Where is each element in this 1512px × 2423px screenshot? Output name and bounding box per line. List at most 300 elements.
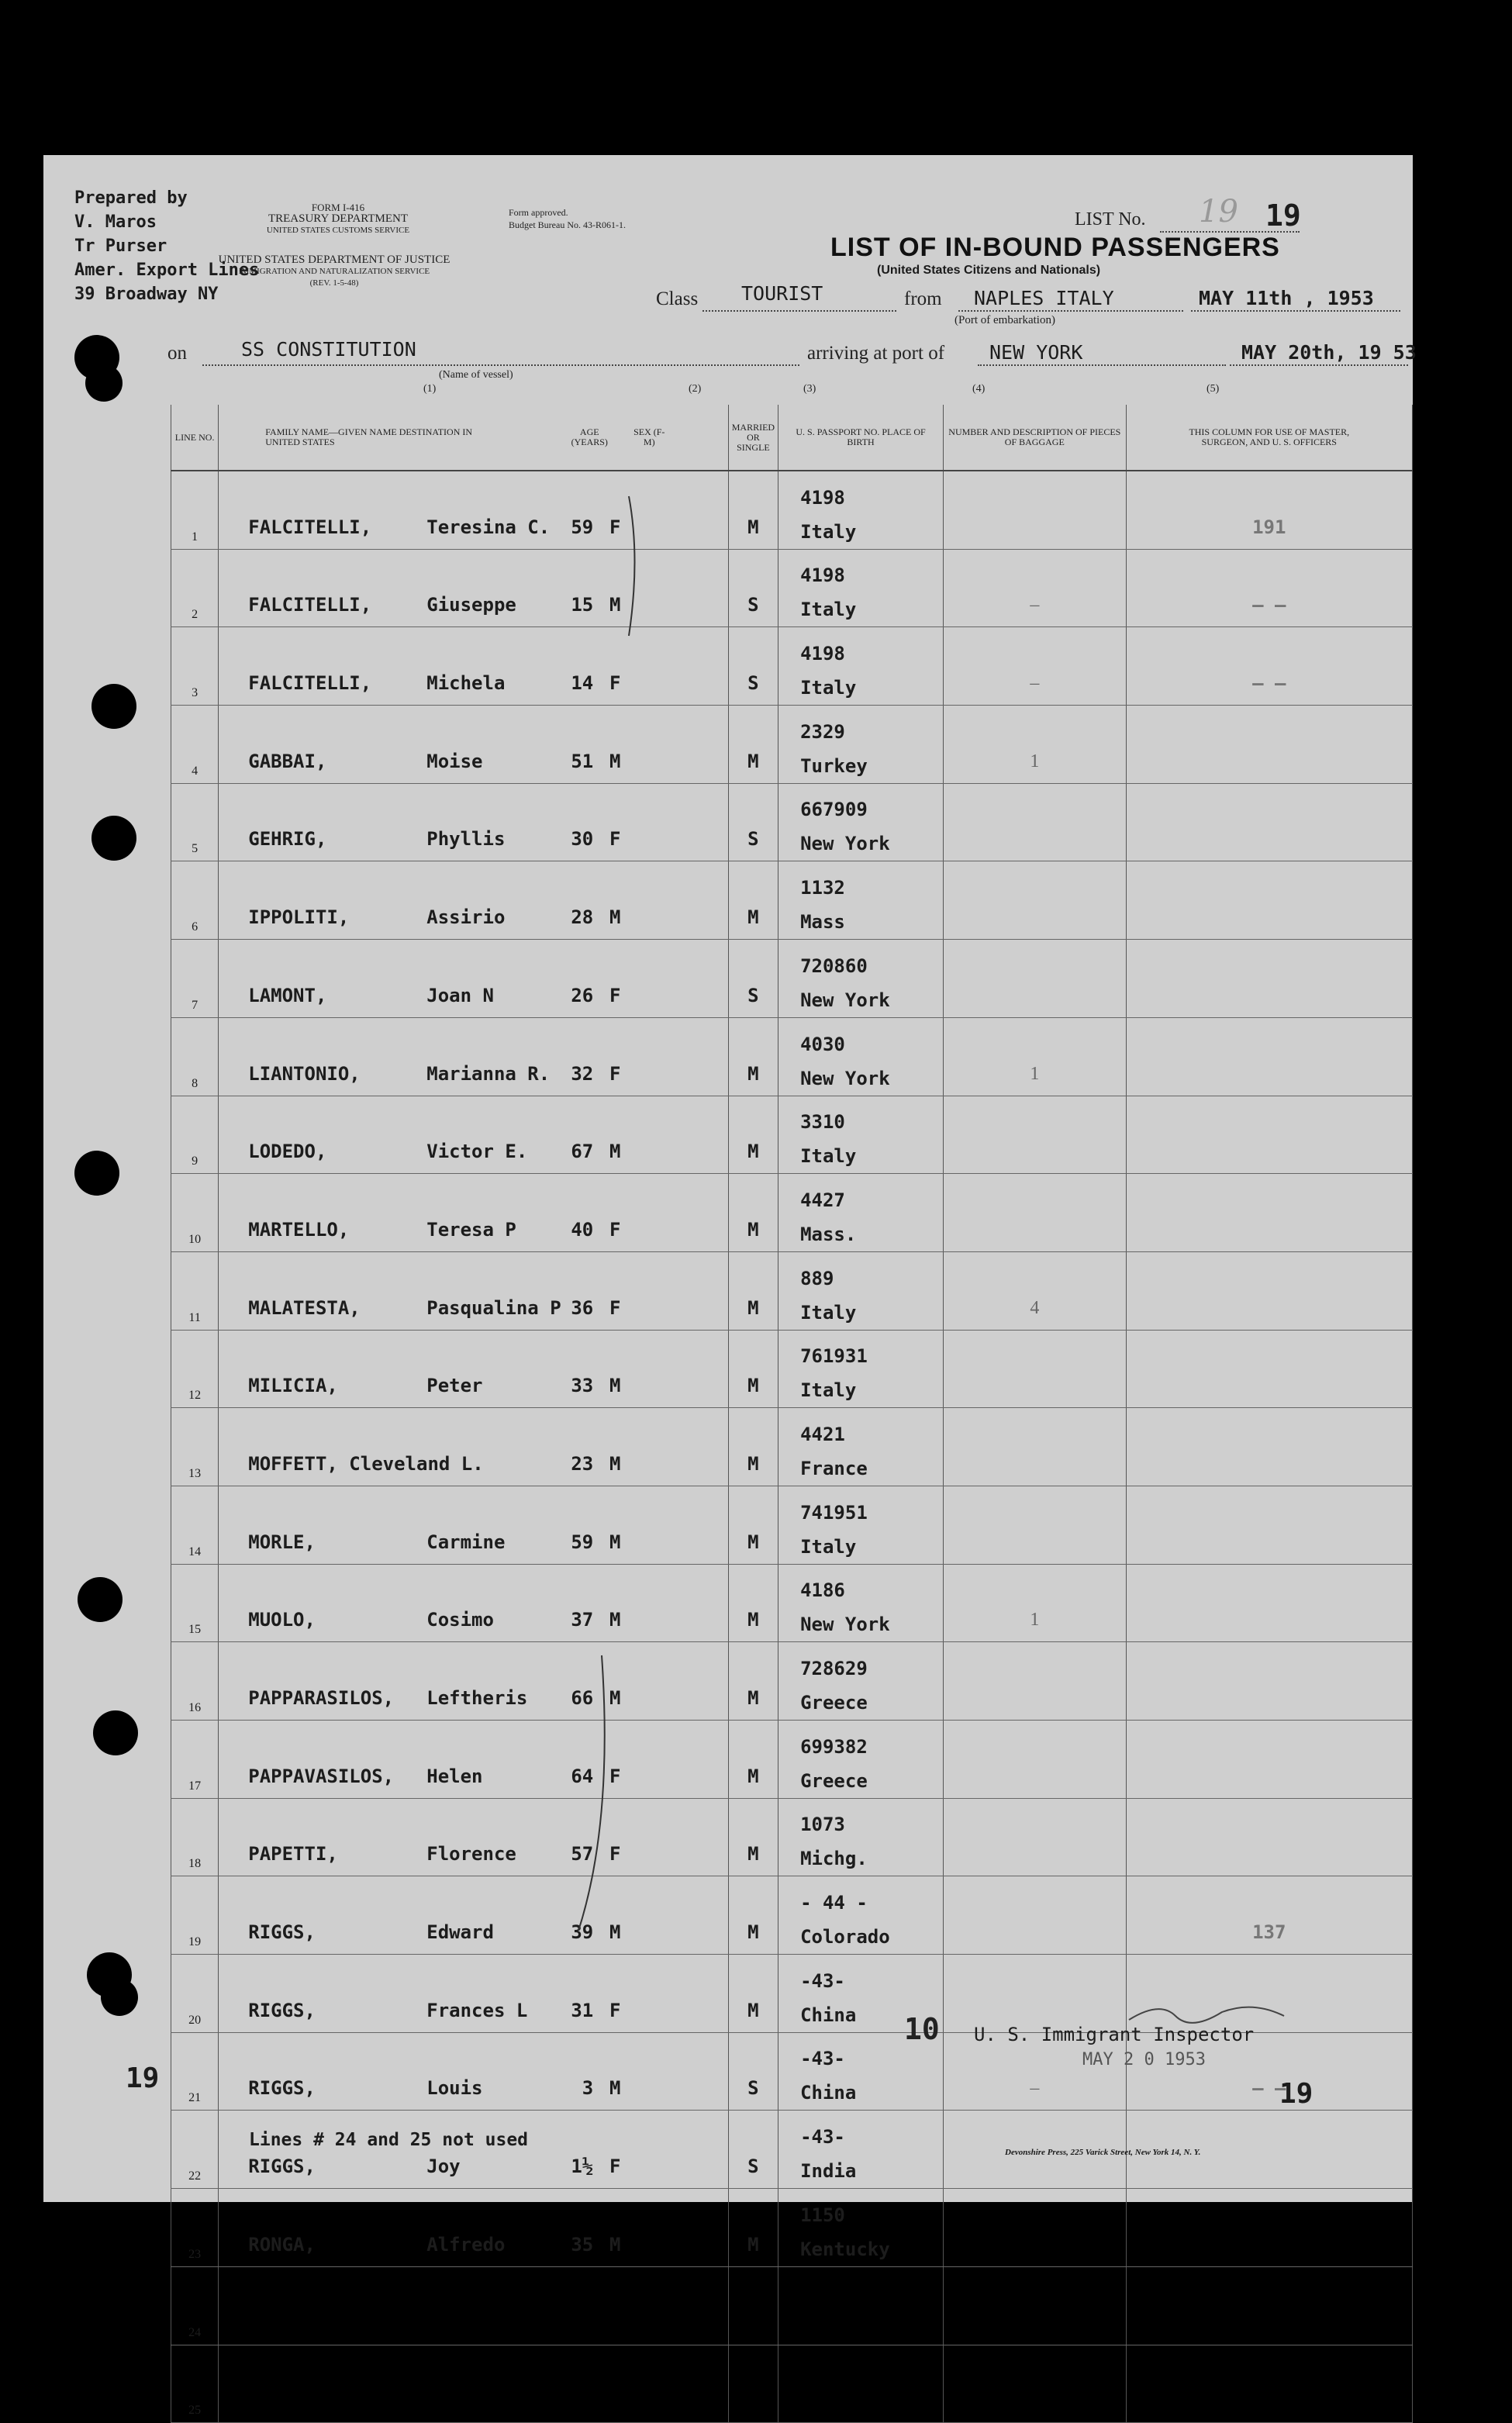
officer-notes [1126, 2266, 1412, 2345]
marital-status: M [728, 1330, 778, 1408]
family-name: LODEDO, [248, 1141, 327, 1163]
passport-cell [778, 1174, 944, 1252]
baggage-count: – [944, 2032, 1127, 2111]
passenger-name-cell [219, 940, 728, 1018]
col-header-name [219, 405, 728, 471]
baggage-count [944, 2345, 1127, 2423]
marital-status: M [728, 471, 778, 549]
baggage-count [944, 1486, 1127, 1564]
officer-notes [1126, 783, 1412, 861]
family-name: LAMONT, [248, 984, 327, 1006]
sex: F [609, 1218, 621, 1241]
marital-status: S [728, 783, 778, 861]
date-from-line [1191, 310, 1400, 312]
age: 30 [571, 828, 594, 851]
col-num-3: (3) [803, 383, 816, 395]
passenger-name-cell [219, 2189, 728, 2267]
baggage-count [944, 861, 1127, 940]
given-name: Florence [426, 1843, 516, 1866]
given-name: Victor E. [426, 1141, 528, 1163]
passenger-name-cell [219, 1876, 728, 1955]
family-name: IPPOLITI, [248, 906, 350, 929]
officer-notes [1126, 706, 1412, 784]
col-header-sex: SEX (F-M) [633, 426, 665, 447]
line-number: 12 [171, 1330, 219, 1408]
sex: F [609, 1843, 621, 1866]
unused-lines-note: Lines # 24 and 25 not used [249, 2130, 529, 2150]
line-number: 15 [171, 1564, 219, 1642]
officer-notes [1126, 1330, 1412, 1408]
given-name: Joy [426, 2156, 461, 2178]
age: 1½ [571, 2156, 594, 2178]
passport-number: - 44 - [800, 1892, 868, 1914]
age: 37 [571, 1609, 594, 1631]
approval-block [509, 206, 626, 231]
marital-status: M [728, 1955, 778, 2033]
age: 59 [571, 1531, 594, 1553]
birth-place: New York [800, 1614, 890, 1636]
line-number: 17 [171, 1721, 219, 1799]
line-number: 14 [171, 1486, 219, 1564]
passport-number: 4198 [800, 564, 845, 587]
sex: F [609, 1765, 621, 1787]
passenger-name-cell [219, 1955, 728, 2033]
age: 36 [571, 1296, 594, 1319]
passport-cell [778, 940, 944, 1018]
marital-status: M [728, 1564, 778, 1642]
line-number: 9 [171, 1096, 219, 1174]
passport-cell [778, 1564, 944, 1642]
table-row [171, 1876, 1413, 1955]
passport-number: 889 [800, 1267, 834, 1289]
marital-status: M [728, 1798, 778, 1876]
sex: F [609, 828, 621, 851]
given-name: Teresa P [426, 1218, 516, 1241]
line-number: 2 [171, 549, 219, 627]
birth-place: France [800, 1457, 868, 1479]
table-row [171, 861, 1413, 940]
col-num-2: (2) [689, 383, 702, 395]
given-name: Joan N [426, 984, 494, 1006]
passport-number: 2329 [800, 720, 845, 743]
given-name: Leftheris [426, 1687, 528, 1709]
passport-number: 3310 [800, 1111, 845, 1134]
officer-notes [1126, 1486, 1412, 1564]
birth-place: Colorado [800, 1926, 890, 1948]
punch-hole-2 [85, 364, 123, 402]
class-line [702, 310, 896, 312]
officer-notes [1126, 1564, 1412, 1642]
line-number: 22 [171, 2111, 219, 2189]
passport-cell [778, 1876, 944, 1955]
preparer-address: 39 Broadway NY [74, 285, 219, 304]
prepared-by-label: Prepared by [74, 188, 188, 208]
officer-notes [1126, 2345, 1412, 2423]
given-name: Michela [426, 672, 506, 695]
passport-number: 4427 [800, 1189, 845, 1211]
passport-cell [778, 2189, 944, 2267]
given-name: Carmine [426, 1531, 506, 1553]
budget-bureau: Budget Bureau No. 43-R061-1. [509, 219, 626, 230]
passenger-name-cell [219, 706, 728, 784]
passport-cell [778, 2266, 944, 2345]
birth-place: Mass [800, 911, 845, 934]
table-row [171, 2345, 1413, 2423]
age: 26 [571, 984, 594, 1006]
class-label: Class [656, 288, 699, 309]
age: 40 [571, 1218, 594, 1241]
marital-status [728, 2266, 778, 2345]
line-number: 24 [171, 2266, 219, 2345]
officer-notes [1126, 2189, 1412, 2267]
list-no-value: 19 [1265, 198, 1301, 233]
col-header-officers: THIS COLUMN FOR USE OF MASTER, SURGEON, AND U. S. OFFICERS [1126, 405, 1412, 471]
marital-status: M [728, 1876, 778, 1955]
passenger-name-cell [219, 471, 728, 549]
officer-notes: 191 [1126, 471, 1412, 549]
given-name: Alfredo [426, 2233, 506, 2256]
age: 66 [571, 1687, 594, 1709]
baggage-count [944, 783, 1127, 861]
age: 15 [571, 594, 594, 616]
birth-place: Italy [800, 1379, 857, 1402]
passenger-name-cell [219, 549, 728, 627]
table-row [171, 1408, 1413, 1486]
given-name: Moise [426, 750, 483, 772]
line-number: 13 [171, 1408, 219, 1486]
officer-notes [1126, 940, 1412, 1018]
baggage-count [944, 2189, 1127, 2267]
marital-status: M [728, 1408, 778, 1486]
family-name: PAPPARASILOS, [248, 1687, 395, 1709]
rev-date: (REV. 1-5-48) [309, 278, 359, 288]
table-row [171, 1174, 1413, 1252]
table-row [171, 1955, 1413, 2033]
age: 51 [571, 750, 594, 772]
passport-cell [778, 549, 944, 627]
passport-number: 720860 [800, 954, 868, 977]
table-row [171, 783, 1413, 861]
passenger-name-cell [219, 2345, 728, 2423]
inspector-label: U. S. Immigrant Inspector [974, 2024, 1255, 2045]
officer-notes: 137 [1126, 1876, 1412, 1955]
arrival-port-line [978, 364, 1226, 366]
table-row [171, 1642, 1413, 1721]
passenger-name-cell [219, 1096, 728, 1174]
age: 31 [571, 1999, 594, 2021]
marital-status: S [728, 2032, 778, 2111]
passport-cell [778, 1017, 944, 1096]
baggage-count [944, 1408, 1127, 1486]
printer-imprint: Devonshire Press, 225 Varick Street, New York 14, N. Y. [1005, 2148, 1201, 2157]
passport-number: 4198 [800, 643, 845, 665]
col-header-age: AGE (YEARS) [571, 426, 608, 447]
punch-hole-6 [78, 1577, 123, 1622]
baggage-count: – [944, 627, 1127, 706]
passport-cell [778, 861, 944, 940]
form-number: FORM I-416 [311, 202, 365, 213]
passport-cell [778, 1330, 944, 1408]
marital-status: M [728, 1096, 778, 1174]
given-name: Assirio [426, 906, 506, 929]
age: 57 [571, 1843, 594, 1866]
birth-place: Italy [800, 677, 857, 699]
family-name: RIGGS, [248, 1999, 316, 2021]
age: 64 [571, 1765, 594, 1787]
col-num-4: (4) [972, 383, 986, 395]
line-number: 16 [171, 1642, 219, 1721]
birth-place: Kentucky [800, 2238, 890, 2260]
birth-place: Michg. [800, 1848, 868, 1870]
line-number: 23 [171, 2189, 219, 2267]
ins-name: IMMIGRATION AND NATURALIZATION SERVICE [238, 267, 430, 276]
passport-number: 1132 [800, 877, 845, 899]
list-title: LIST OF IN-BOUND PASSENGERS [830, 233, 1280, 262]
line-number: 4 [171, 706, 219, 784]
passenger-name-cell [219, 783, 728, 861]
table-row [171, 1330, 1413, 1408]
birth-place: Greece [800, 1769, 868, 1792]
passport-number: -43- [800, 2048, 845, 2070]
sex: F [609, 1999, 621, 2021]
passenger-name-cell [219, 1017, 728, 1096]
passport-number: 741951 [800, 1501, 868, 1524]
passenger-name-cell [219, 1642, 728, 1721]
on-label: on [167, 343, 187, 364]
vessel-caption: (Name of vessel) [439, 369, 513, 381]
class-value: TOURIST [741, 282, 823, 305]
line-number: 25 [171, 2345, 219, 2423]
passport-number: 728629 [800, 1658, 868, 1679]
table-row [171, 940, 1413, 1018]
birth-place: New York [800, 1067, 890, 1089]
birth-place: Greece [800, 1692, 868, 1714]
age: 32 [571, 1062, 594, 1085]
given-name: Teresina C. [426, 516, 551, 538]
col-header-passport: U. S. PASSPORT NO. PLACE OF BIRTH [778, 405, 944, 471]
family-name: RIGGS, [248, 1921, 316, 1944]
marital-status: M [728, 1174, 778, 1252]
birth-place: Italy [800, 599, 857, 621]
sex: M [609, 2233, 621, 2256]
col-header-married: MARRIED OR SINGLE [728, 405, 778, 471]
preparer-title: Tr Purser [74, 236, 167, 256]
passport-number: 761931 [800, 1345, 868, 1368]
marital-status: M [728, 1486, 778, 1564]
passenger-name-cell [219, 1330, 728, 1408]
family-name: PAPETTI, [248, 1843, 338, 1866]
age: 3 [582, 2077, 594, 2100]
given-name: Louis [426, 2077, 483, 2100]
passport-number: 699382 [800, 1735, 868, 1758]
sex: M [609, 1687, 621, 1709]
family-name: RONGA, [248, 2233, 316, 2256]
age: 23 [571, 1452, 594, 1475]
family-name: GEHRIG, [248, 828, 327, 851]
table-header-row [171, 405, 1413, 471]
punch-hole-5 [74, 1151, 119, 1196]
sex: M [609, 1375, 621, 1397]
marital-status: M [728, 861, 778, 940]
passport-cell [778, 1096, 944, 1174]
birth-place: India [800, 2160, 857, 2183]
passport-number: 667909 [800, 799, 868, 821]
arrival-date-line [1230, 364, 1408, 366]
table-row [171, 627, 1413, 706]
stamp-date: MAY 2 0 1953 [1082, 2050, 1206, 2069]
passenger-name-cell [219, 861, 728, 940]
family-name: MUOLO, [248, 1609, 316, 1631]
family-name: GABBAI, [248, 750, 327, 772]
passport-number: 4186 [800, 1579, 845, 1602]
age: 39 [571, 1921, 594, 1944]
birth-place: Italy [800, 1145, 857, 1168]
given-name: Cosimo [426, 1609, 494, 1631]
passport-cell [778, 1642, 944, 1721]
baggage-count [944, 1876, 1127, 1955]
line-number: 8 [171, 1017, 219, 1096]
table-row [171, 1096, 1413, 1174]
given-name: Edward [426, 1921, 494, 1944]
officer-notes: – – [1126, 2032, 1412, 2111]
passport-cell [778, 471, 944, 549]
passport-number: -43- [800, 1969, 845, 1992]
line-number: 10 [171, 1174, 219, 1252]
marital-status: M [728, 2189, 778, 2267]
col-header-baggage: NUMBER AND DESCRIPTION OF PIECES OF BAGGAGE [944, 405, 1127, 471]
given-name: Helen [426, 1765, 483, 1787]
col-header-line: LINE NO. [171, 405, 219, 471]
passport-cell [778, 706, 944, 784]
passenger-name-cell [219, 1251, 728, 1330]
passport-cell [778, 627, 944, 706]
arriving-label: arriving at port of [807, 343, 945, 364]
passport-number: 1073 [800, 1814, 845, 1836]
birth-place: Italy [800, 1535, 857, 1558]
officer-notes [1126, 1408, 1412, 1486]
line-number: 11 [171, 1251, 219, 1330]
sex: F [609, 2156, 621, 2178]
given-name: Peter [426, 1375, 483, 1397]
customs-service: UNITED STATES CUSTOMS SERVICE [266, 226, 410, 235]
age: 33 [571, 1375, 594, 1397]
baggage-count [944, 1330, 1127, 1408]
line-number: 7 [171, 940, 219, 1018]
passenger-name-cell [219, 1174, 728, 1252]
line-number: 6 [171, 861, 219, 940]
family-name: MARTELLO, [248, 1218, 350, 1241]
family-name: FALCITELLI, [248, 594, 372, 616]
table-row [171, 1017, 1413, 1096]
passport-number: 4421 [800, 1423, 845, 1445]
baggage-count: 1 [944, 706, 1127, 784]
treasury-block [237, 202, 439, 236]
punch-hole-7 [93, 1710, 138, 1755]
line-number: 1 [171, 471, 219, 549]
sex: M [609, 1921, 621, 1944]
line-number: 21 [171, 2032, 219, 2111]
family-name: MALATESTA, [248, 1296, 361, 1319]
family-name: RIGGS, [248, 2156, 316, 2178]
age: 59 [571, 516, 594, 538]
from-line [958, 310, 1183, 312]
marital-status [728, 2345, 778, 2423]
passport-number: 4030 [800, 1033, 845, 1055]
marital-status: S [728, 2111, 778, 2189]
line-number: 18 [171, 1798, 219, 1876]
baggage-count: 1 [944, 1564, 1127, 1642]
passport-number: 4198 [800, 486, 845, 509]
officer-notes [1126, 1251, 1412, 1330]
family-name: RIGGS, [248, 2077, 316, 2100]
family-name: FALCITELLI, [248, 516, 372, 538]
punch-hole-9 [101, 1979, 138, 2016]
birth-place: China [800, 2004, 857, 2026]
family-name: MOFFETT, Cleveland L. [248, 1452, 484, 1475]
officer-notes [1126, 861, 1412, 940]
sex: M [609, 750, 621, 772]
sex: M [609, 594, 621, 616]
table-row [171, 549, 1413, 627]
baggage-count [944, 2266, 1127, 2345]
passenger-table [171, 405, 1413, 2423]
table-row [171, 2189, 1413, 2267]
arrival-date-value: MAY 20th, 19 53 [1241, 341, 1417, 364]
passenger-name-cell [219, 1486, 728, 1564]
passenger-name-cell [219, 2266, 728, 2345]
table-row [171, 706, 1413, 784]
sex: F [609, 516, 621, 538]
sex: M [609, 1609, 621, 1631]
vessel-value: SS CONSTITUTION [241, 338, 416, 361]
baggage-count [944, 1096, 1127, 1174]
family-name: PAPPAVASILOS, [248, 1765, 395, 1787]
col-header-name-text: FAMILY NAME—GIVEN NAME DESTINATION IN UNITED STATES [265, 426, 473, 447]
passenger-name-cell [219, 1408, 728, 1486]
table-row [171, 1564, 1413, 1642]
baggage-count [944, 471, 1127, 549]
given-name: Pasqualina P [426, 1296, 561, 1319]
right-page-number: 19 [1279, 2078, 1314, 2110]
given-name: Marianna R. [426, 1062, 551, 1085]
marital-status: M [728, 706, 778, 784]
officer-notes [1126, 1642, 1412, 1721]
given-name: Frances L [426, 1999, 528, 2021]
passport-number: -43- [800, 2126, 845, 2149]
birth-place: New York [800, 989, 890, 1011]
officer-notes [1126, 1955, 1412, 2033]
passport-number: 1150 [800, 2204, 845, 2226]
passenger-name-cell [219, 627, 728, 706]
passport-cell [778, 1721, 944, 1799]
sex: F [609, 984, 621, 1006]
age: 28 [571, 906, 594, 929]
table-row [171, 1486, 1413, 1564]
birth-place: China [800, 2082, 857, 2104]
line-number: 3 [171, 627, 219, 706]
sex: F [609, 672, 621, 695]
col-num-5: (5) [1206, 383, 1220, 395]
doj-name: UNITED STATES DEPARTMENT OF JUSTICE [218, 254, 450, 266]
sex: F [609, 1062, 621, 1085]
passport-cell [778, 2345, 944, 2423]
sex: M [609, 906, 621, 929]
baggage-count: 4 [944, 1251, 1127, 1330]
officer-notes: – – [1126, 627, 1412, 706]
left-page-number: 19 [126, 2062, 160, 2094]
table-row [171, 2266, 1413, 2345]
marital-status: M [728, 1017, 778, 1096]
